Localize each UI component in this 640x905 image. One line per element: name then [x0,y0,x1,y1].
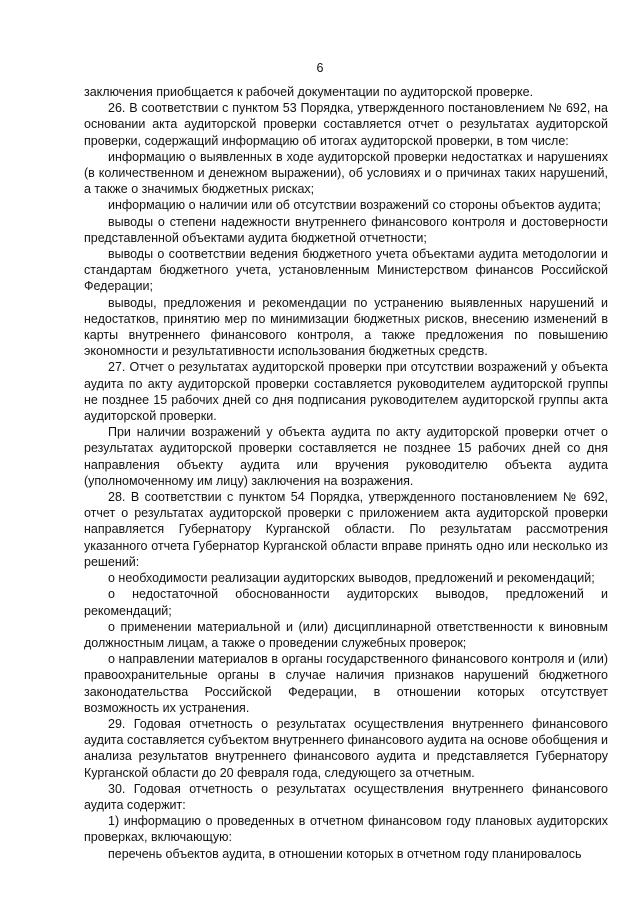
paragraph: 26. В соответствии с пунктом 53 Порядка, утвержденного постановлением № 692, на основании акта аудиторской проверки составляется отчет о результатах аудиторской проверки, содержащий информацию об итогах аудиторской проверки, в том числе: [84,101,608,148]
paragraph: выводы о соответствии ведения бюджетного учета объектами аудита методологии и стандартам бюджетного учета, установленным Министерством финансов Российской Федерации; [84,247,608,294]
paragraph: 28. В соответствии с пунктом 54 Порядка, утвержденного постановлением № 692, отчет о результатах аудиторской проверки с приложением акта аудиторской проверки направляется Губернатору Курганской области. По результатам рассмотрения указанного отчета Губернатор Курганской области вправе принять одно или несколько из решений: [84,490,608,569]
paragraph: о необходимости реализации аудиторских выводов, предложений и рекомендаций; [108,571,595,586]
paragraph: 27. Отчет о результатах аудиторской проверки при отсутствии возражений у объекта аудита по акту аудиторской проверки составляется руководителем аудиторской группы не позднее 15 рабочих дней со дня подписания руководителем аудиторской группы акта аудиторской проверки. [84,360,608,424]
paragraph: информацию о выявленных в ходе аудиторской проверки недостатках и нарушениях (в количественном и денежном выражении), об условиях и о причинах таких нарушений, а также о значимых бюджетных рисках; [84,149,608,197]
paragraph: выводы, предложения и рекомендации по устранению выявленных нарушений и недостатков, принятию мер по минимизации бюджетных рисков, внесению изменений в карты внутреннего финансового контроля, а также предложения по повышению экономности и результативности использования бюджетных средств. [84,295,608,359]
document-body [84,84,608,862]
paragraph: информацию о наличии или об отсутствии возражений со стороны объектов аудита; [108,198,601,213]
paragraph: 29. Годовая отчетность о результатах осуществления внутреннего финансового аудита составляется субъектом внутреннего финансового аудита на основе обобщения и анализа результатов внутреннего финансового аудита и представляется Губернатору Курганской области до 20 февраля года, следующего за отчетным. [84,716,608,780]
paragraph: о направлении материалов в органы государственного финансового контроля и (или) правоохранительные органы в случае наличия признаков нарушений бюджетного законодательства Российской Федерации, в отношении которых отсутствует возможность их устранения. [84,652,608,715]
paragraph: заключения приобщается к рабочей документации по аудиторской проверке. [84,85,534,99]
paragraph: 1) информацию о проведенных в отчетном финансовом году плановых аудиторских проверках, включающую: [84,814,608,845]
paragraph: выводы о степени надежности внутреннего финансового контроля и достоверности представленной объектами аудита бюджетной отчетности; [84,214,608,245]
paragraph: о применении материальной и (или) дисциплинарной ответственности к виновным должностным лицам, а также о проведении служебных проверок; [84,619,608,650]
paragraph: При наличии возражений у объекта аудита по акту аудиторской проверки отчет о результатах аудиторской проверки составляется не позднее 15 рабочих дней со дня направления объекту аудита или вручения руководителю объекта аудита (уполномоченному им лицу) заключения на возражения. [84,425,608,488]
paragraph: о недостаточной обоснованности аудиторских выводов, предложений и рекомендаций; [84,587,608,618]
paragraph: 30. Годовая отчетность о результатах осуществления внутреннего финансового аудита содержит: [84,781,608,812]
page-number: 6 [316,61,324,75]
paragraph: перечень объектов аудита, в отношении которых в отчетном году планировалось [108,846,582,861]
